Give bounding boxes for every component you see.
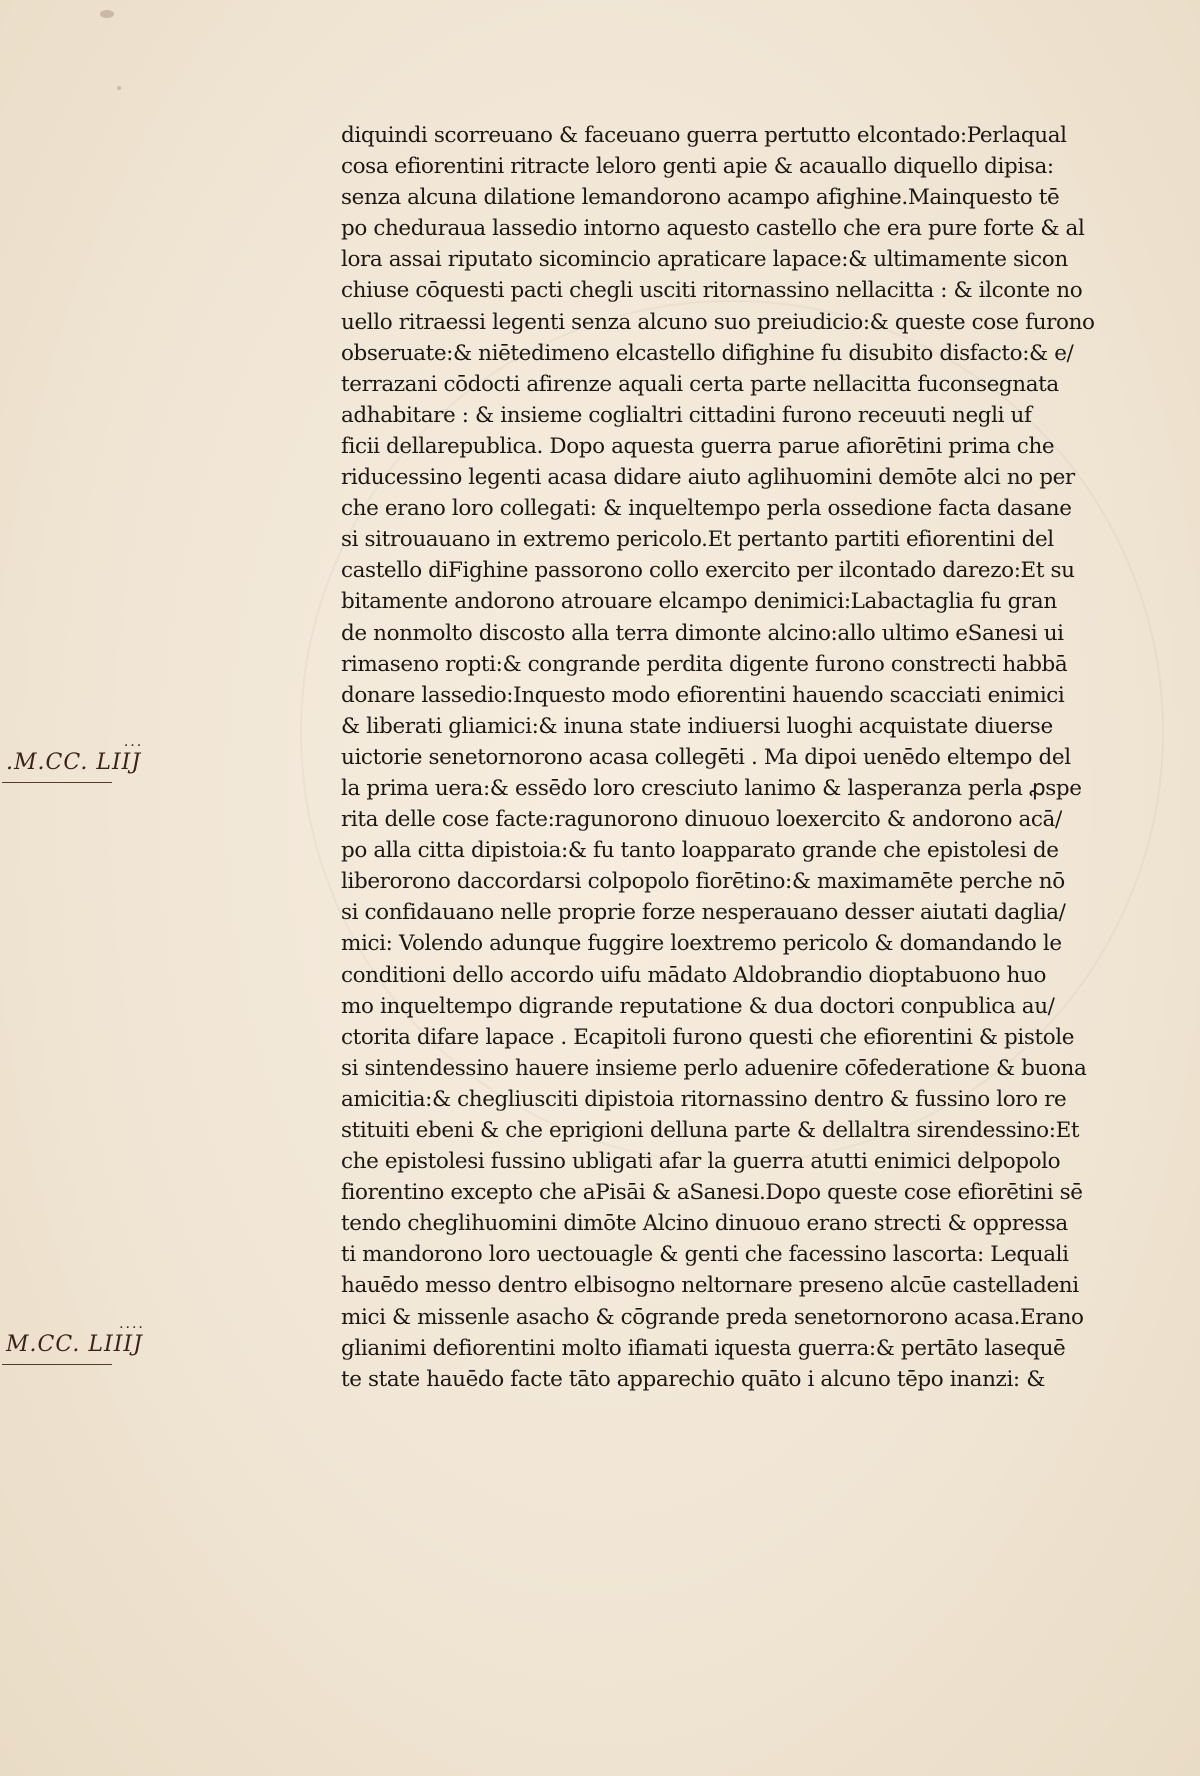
text-line: ficii dellarepublica. Dopo aquesta guerra parue afiorētini prima che bbox=[341, 433, 1055, 459]
text-line: si sitrouauano in extremo pericolo.Et pertanto partiti efiorentini del bbox=[341, 527, 1054, 553]
text-line: stituiti ebeni & che eprigioni delluna parte & dellaltra sirendessino:Et bbox=[341, 1118, 1080, 1143]
text-line: mici: Volendo adunque fuggire loextremo pericolo & domandando le bbox=[341, 931, 1062, 957]
text-line: uello ritraessi legenti senza alcuno suo preiudicio:& queste cose furono bbox=[341, 309, 1095, 335]
text-line: riducessino legenti acasa didare aiuto aglihuomini demōte alci no per bbox=[341, 465, 1075, 491]
text-line: uictorie senetornorono acasa collegēti . Ma dipoi uenēdo eltempo del bbox=[341, 744, 1071, 770]
text-line: terrazani cōdocti afirenze aquali certa parte nellacitta fuconsegnata bbox=[341, 371, 1059, 397]
text-line: hauēdo messo dentro elbisogno neltornare preseno alcūe castelladeni bbox=[341, 1273, 1079, 1299]
margin-note-underline bbox=[2, 1364, 112, 1366]
margin-note-text: .M.CC. LIIJ bbox=[6, 750, 142, 775]
text-line: fiorentino excepto che aPisāi & aSanesi.Dopo queste cose efiorētini sē bbox=[341, 1180, 1083, 1206]
text-line: cosa efiorentini ritracte leloro genti apie & acauallo diquello dipisa: bbox=[341, 154, 1054, 180]
body-text bbox=[341, 120, 1111, 1395]
text-line: tendo cheglihuomini dimōte Alcino dinuouo erano strecti & oppressa bbox=[341, 1211, 1068, 1237]
text-line: liberorono daccordarsi colpopolo fiorētino:& maximamēte perche nō bbox=[341, 869, 1065, 895]
margin-note-dots: ... bbox=[123, 734, 144, 750]
text-line: obseruate:& niētedimeno elcastello difighine fu disubito disfacto:& e/ bbox=[341, 340, 1074, 366]
text-line: po alla citta dipistoia:& fu tanto loapparato grande che epistolesi de bbox=[341, 838, 1059, 864]
text-line: po cheduraua lassedio intorno aquesto castello che era pure forte & al bbox=[341, 216, 1085, 242]
text-line: ti mandorono loro uectouagle & genti che facessino lascorta: Lequali bbox=[341, 1242, 1069, 1268]
text-line: si confidauano nelle proprie forze nesperauano desser aiutati daglia/ bbox=[341, 900, 1066, 926]
text-line: che erano loro collegati: & inqueltempo perla ossedione facta dasane bbox=[341, 496, 1072, 522]
text-line: che epistolesi fussino ubligati afar la guerra atutti enimici delpopolo bbox=[341, 1149, 1061, 1175]
text-line: mici & missenle asacho & cōgrande preda senetornorono acasa.Erano bbox=[341, 1304, 1084, 1330]
text-line: lora assai riputato sicomincio apraticare lapace:& ultimamente sicon bbox=[341, 247, 1068, 273]
margin-note-text: M.CC. LIIIJ bbox=[6, 1332, 143, 1357]
text-line: senza alcuna dilatione lemandorono acampo afighine.Mainquesto tē bbox=[341, 185, 1060, 211]
ink-spot bbox=[117, 86, 121, 90]
text-line: adhabitare : & insieme coglialtri cittadini furono receuuti negli uf bbox=[341, 402, 1032, 428]
text-line: conditioni dello accordo uifu mādato Aldobrandio dioptabuono huo bbox=[341, 962, 1046, 988]
text-line: chiuse cōquesti pacti chegli usciti ritornassino nellacitta : & ilconte no bbox=[341, 278, 1083, 304]
text-line: ctorita difare lapace . Ecapitoli furono questi che efiorentini & pistole bbox=[341, 1024, 1075, 1050]
text-line: glianimi defiorentini molto ifiamati iquesta guerra:& pertāto lasequē bbox=[341, 1335, 1066, 1361]
text-line: donare lassedio:Inquesto modo efiorentini hauendo scacciati enimici bbox=[341, 682, 1065, 708]
text-line: rita delle cose facte:ragunorono dinuouo loexercito & andorono acā/ bbox=[341, 807, 1062, 833]
margin-note-date bbox=[6, 1316, 145, 1357]
text-line: rimaseno ropti:& congrande perdita digente furono constrecti habbā bbox=[341, 651, 1068, 677]
text-line: & liberati gliamici:& inuna state indiuersi luoghi acquistate diuerse bbox=[341, 713, 1053, 739]
text-line: de nonmolto discosto alla terra dimonte alcino:allo ultimo eSanesi ui bbox=[341, 620, 1064, 646]
text-line: diquindi scorreuano & faceuano guerra pertutto elcontado:Perlaqual bbox=[341, 123, 1067, 148]
text-line: si sintendessino hauere insieme perlo aduenire cōfederatione & buona bbox=[341, 1055, 1087, 1081]
text-line: te state hauēdo facte tāto apparechio quāto i alcuno tēpo inanzi: & bbox=[341, 1366, 1045, 1392]
text-line: mo inqueltempo digrande reputatione & dua doctori conpublica au/ bbox=[341, 993, 1055, 1019]
margin-note-dots: .... bbox=[119, 1316, 145, 1332]
text-line: amicitia:& chegliusciti dipistoia ritornassino dentro & fussino loro re bbox=[341, 1086, 1067, 1112]
margin-note-underline bbox=[2, 782, 112, 784]
text-line: bitamente andorono atrouare elcampo denimici:Labactaglia fu gran bbox=[341, 589, 1057, 615]
ink-spot bbox=[100, 10, 114, 18]
margin-note-date bbox=[6, 734, 144, 775]
text-line: castello diFighine passorono collo exercito per ilcontado darezo:Et su bbox=[341, 558, 1075, 584]
text-line: la prima uera:& essēdo loro cresciuto lanimo & lasperanza perla ꝓspe bbox=[341, 775, 1082, 801]
